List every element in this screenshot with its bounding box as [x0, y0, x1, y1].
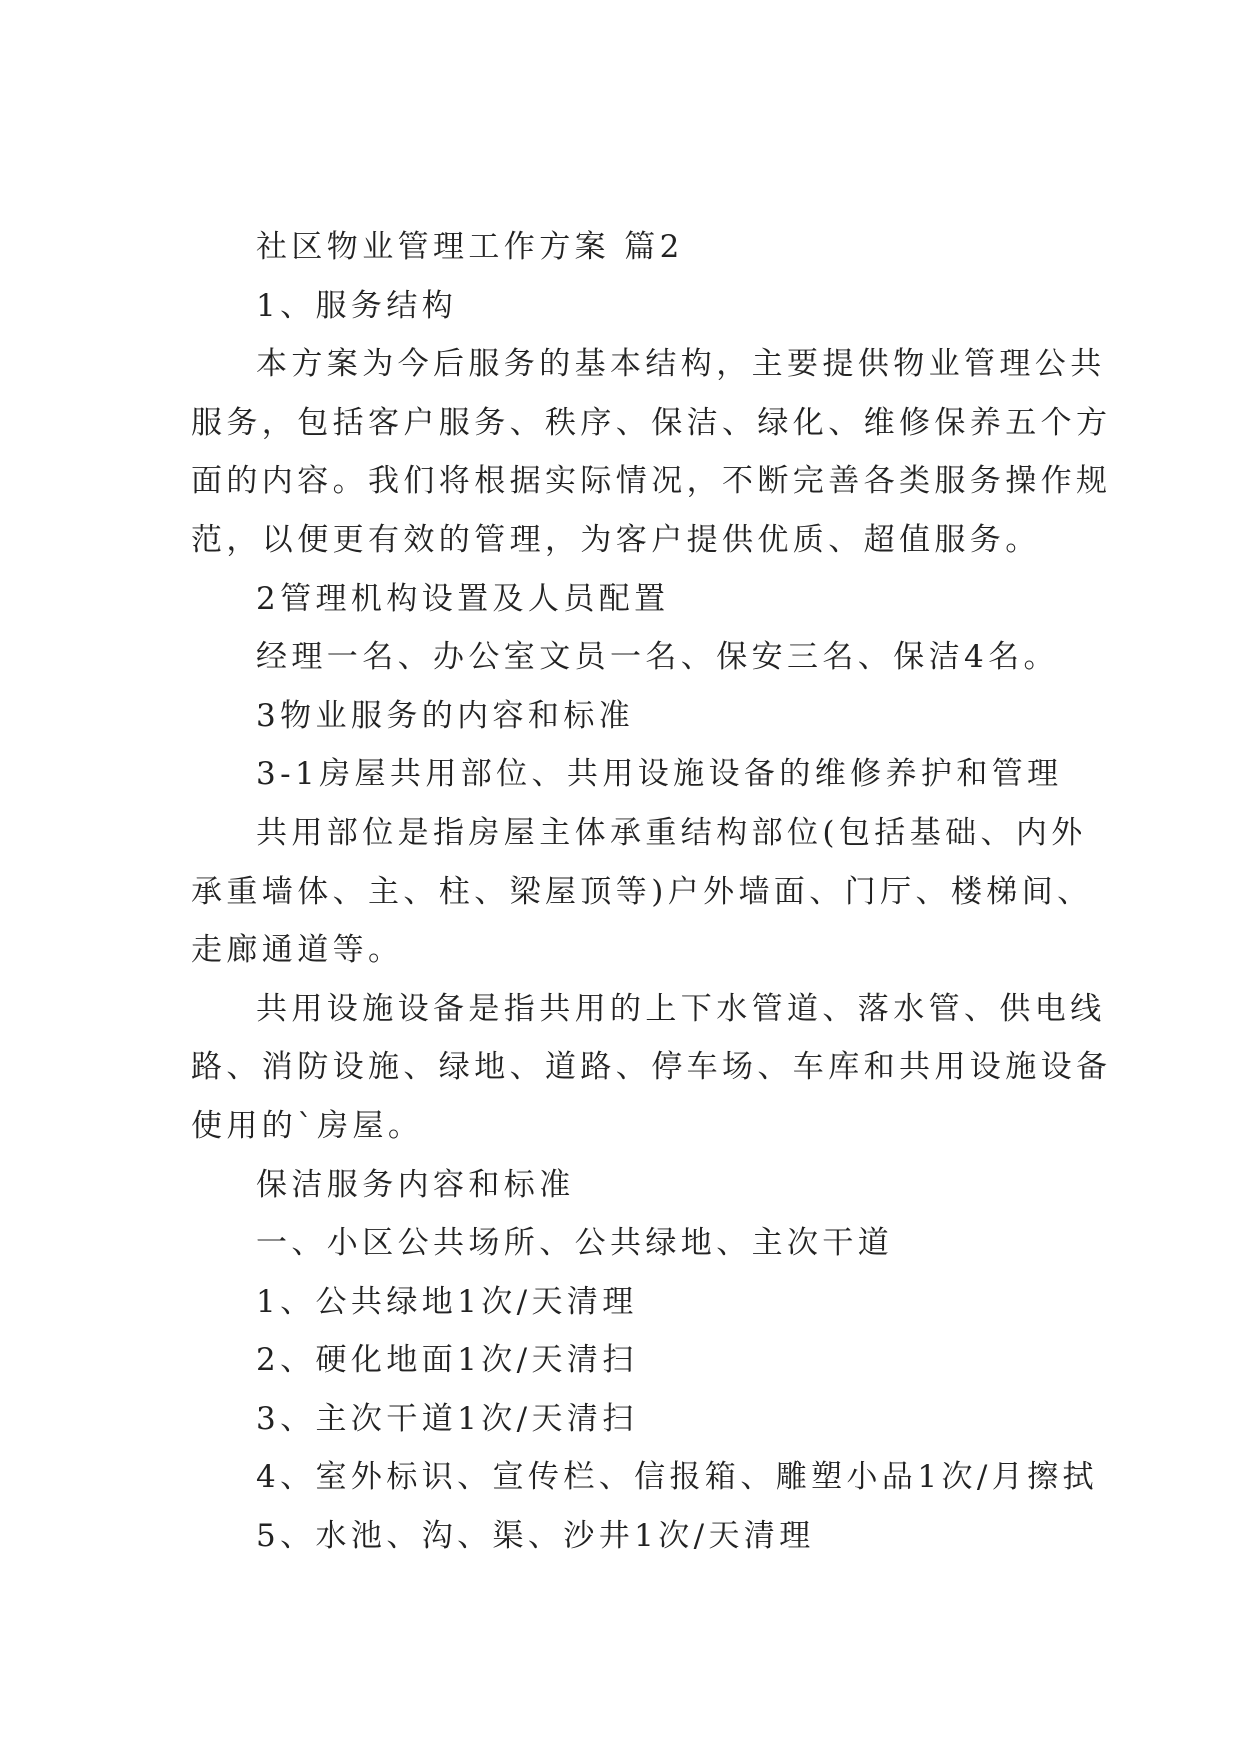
text-line: 经理一名、办公室文员一名、保安三名、保洁4名。 — [256, 639, 1059, 676]
document-page — [191, 218, 1112, 1566]
text-line: 使用的`房屋。 — [191, 1107, 424, 1144]
text-line: 共用部位是指房屋主体承重结构部位(包括基础、内外 — [256, 814, 1087, 851]
text-line: 本方案为今后服务的基本结构，主要提供物业管理公共 — [256, 346, 1106, 383]
text-line: 路、消防设施、绿地、道路、停车场、车库和共用设施设备 — [191, 1049, 1112, 1086]
document-title: 社区物业管理工作方案 篇2 — [256, 229, 684, 265]
text-line: 1、服务结构 — [256, 287, 458, 324]
text-line: 走廊通道等。 — [191, 932, 404, 969]
text-line: 一、小区公共场所、公共绿地、主次干道 — [256, 1225, 894, 1262]
text-line: 共用设施设备是指共用的上下水管道、落水管、供电线 — [256, 990, 1106, 1027]
text-line: 承重墙体、主、柱、梁屋顶等)户外墙面、门厅、楼梯间、 — [191, 873, 1093, 910]
text-line: 2、硬化地面1次/天清扫 — [256, 1342, 638, 1379]
text-line: 1、公共绿地1次/天清理 — [256, 1283, 638, 1320]
text-line: 3、主次干道1次/天清扫 — [256, 1400, 638, 1437]
text-line: 面的内容。我们将根据实际情况，不断完善各类服务操作规 — [191, 463, 1112, 500]
text-line: 3物业服务的内容和标准 — [256, 697, 635, 734]
text-line: 保洁服务内容和标准 — [256, 1166, 575, 1203]
text-line: 5、水池、沟、渠、沙井1次/天清理 — [256, 1518, 815, 1555]
text-line: 4、室外标识、宣传栏、信报箱、雕塑小品1次/月擦拭 — [256, 1459, 1098, 1496]
text-line: 服务，包括客户服务、秩序、保洁、绿化、维修保养五个方 — [191, 404, 1112, 441]
text-line: 3-1房屋共用部位、共用设施设备的维修养护和管理 — [256, 756, 1063, 793]
text-line: 范，以便更有效的管理，为客户提供优质、超值服务。 — [191, 521, 1041, 558]
text-line: 2管理机构设置及人员配置 — [256, 580, 670, 617]
